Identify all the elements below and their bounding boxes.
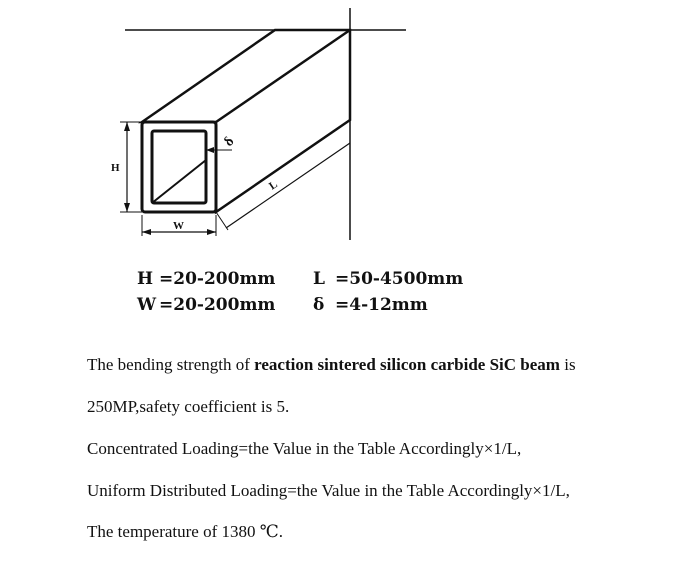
bending-strength-suffix: is [559, 355, 576, 374]
dimension-ranges [137, 266, 517, 318]
l-value: =50-4500mm [335, 269, 464, 289]
w-symbol: W [137, 295, 157, 315]
material-name: reaction sintered silicon carbide SiC beam [254, 355, 560, 374]
l-range [313, 266, 489, 292]
inner-diagonal [152, 160, 206, 203]
l-dimension-line [226, 143, 350, 228]
delta-range [313, 292, 489, 318]
dimension-arrows [124, 122, 216, 235]
beam-diagram [0, 0, 700, 260]
uniform-loading-line: Uniform Distributed Loading=the Value in the Table Accordingly×1/L, [87, 481, 570, 500]
delta-label: δ [221, 134, 238, 150]
dimension-row-2 [137, 292, 517, 318]
h-label: H [111, 162, 120, 174]
l-label: L [266, 178, 280, 193]
w-range [137, 292, 313, 318]
h-range [137, 266, 313, 292]
dimension-row-1 [137, 266, 517, 292]
temperature-line: The temperature of 1380 ℃. [87, 522, 284, 541]
safety-coefficient-line: 250MP,safety coefficient is 5. [87, 397, 290, 416]
beam-top-edge [216, 30, 350, 122]
h-value: =20-200mm [159, 269, 276, 289]
w-label: W [173, 220, 184, 232]
bending-strength-prefix: The bending strength of [87, 355, 255, 374]
l-symbol: L [313, 269, 325, 289]
h-symbol: H [137, 269, 154, 289]
w-value: =20-200mm [159, 295, 276, 315]
delta-value: =4-12mm [335, 295, 428, 315]
delta-symbol: δ [313, 295, 325, 315]
concentrated-loading-line: Concentrated Loading=the Value in the Table Accordingly×1/L, [87, 439, 522, 458]
bending-strength-line [87, 355, 576, 375]
